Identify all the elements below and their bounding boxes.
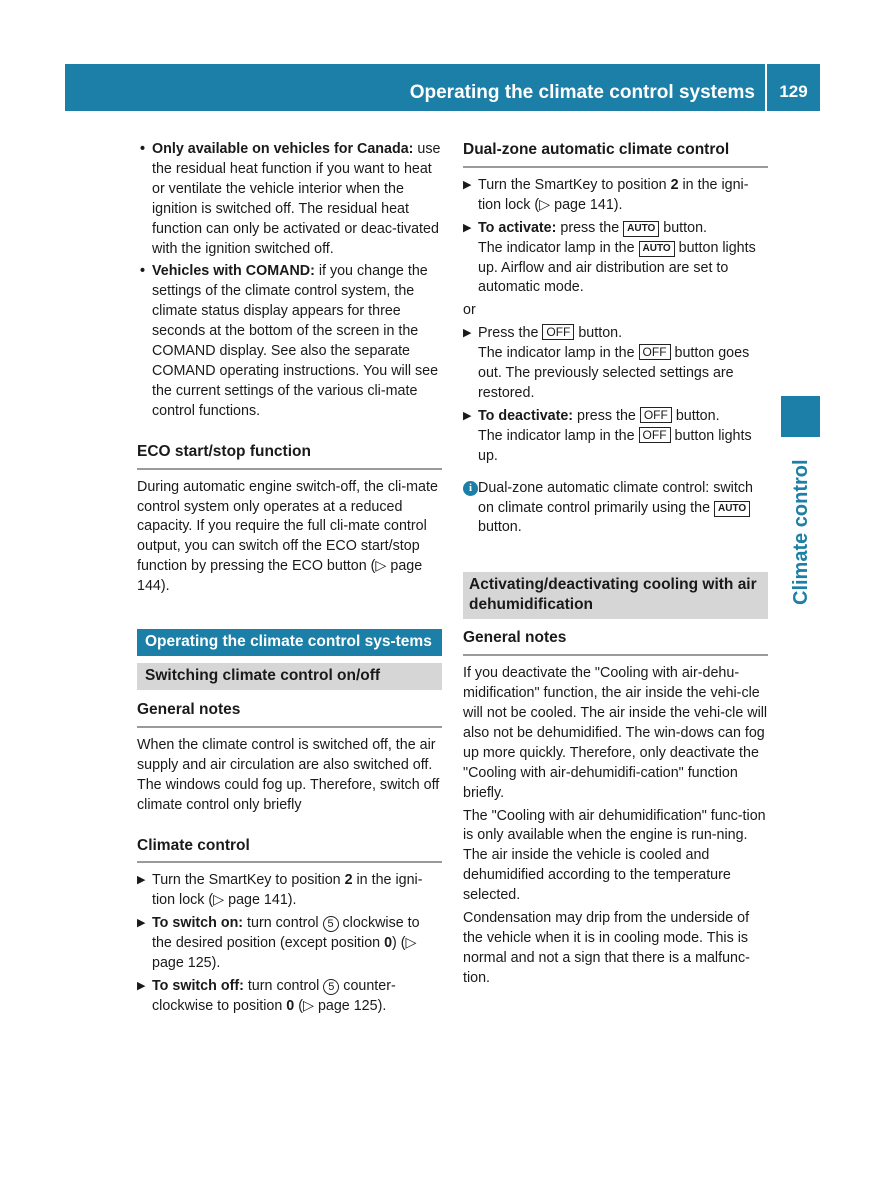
arrow-right-icon: ▶: [463, 409, 472, 422]
cooling-paragraph: If you deactivate the "Cooling with air-dehu-midification" function, the air inside the vehi-cle will not be cooled. The air inside the vehi-cle will also not be dehumidified. The win-dows can fog up more quickly. Therefore, only deactivate the "Cooling with air-dehumidifi-cation" function briefly.: [463, 665, 768, 801]
bullet-bold: Only available on vehicles for Canada:: [152, 141, 414, 157]
step-item: [463, 219, 768, 299]
step-bold: 2: [344, 872, 353, 889]
arrow-right-icon: ▶: [463, 221, 472, 234]
step-text: counter-clockwise to position: [152, 978, 396, 1014]
page-number: 129: [779, 82, 808, 101]
cooling-paragraph: The "Cooling with air dehumidification" func-tion is only available when the engine is run-ning. The air inside the vehicle is cooled and dehumidified according to the temperature selected.: [463, 807, 766, 904]
bullet-text: if you change the settings of the climate control system, the climate status display appears for three seconds at the bottom of the screen in the COMAND display. See also the separate COMAND operating instructions. You will see the current settings of the various cli-mate control functions.: [152, 263, 439, 419]
step-text: press the: [573, 407, 640, 424]
step-text: clockwise to the desired position (except position: [152, 915, 420, 952]
subsection-title: Switching climate control on/off: [137, 663, 442, 690]
arrow-right-icon: ▶: [463, 178, 472, 191]
step-item: [137, 977, 442, 1017]
general-notes-heading: General notes: [137, 700, 442, 728]
step-text: Turn the SmartKey to position: [478, 176, 671, 193]
off-button-icon: OFF: [640, 407, 672, 423]
or-text: or: [463, 302, 476, 319]
eco-text: During automatic engine switch-off, the cli-mate control system only operates at a reduced capacity. If you require the full cli-mate control output, you can switch off the ECO start/stop function by pressing the ECO button (▷ page 144).: [137, 478, 438, 595]
right-column: [463, 140, 768, 992]
bullet-list: [137, 140, 442, 422]
off-button-icon: OFF: [639, 427, 671, 443]
arrow-right-icon: ▶: [463, 327, 472, 340]
step-text: button.: [659, 219, 708, 236]
step-text: The indicator lamp in the: [478, 239, 639, 256]
general-notes-text: When the climate control is switched off, the air supply and air circulation are also switched off. The windows could fog up. Therefore, switch off climate control only briefly: [137, 736, 440, 813]
arrow-right-icon: ▶: [137, 980, 146, 992]
step-text: button goes out. The previously selected settings are restored.: [478, 345, 750, 401]
dual-zone-heading: Dual-zone automatic climate control: [463, 140, 768, 168]
header-title: Operating the climate control systems: [409, 82, 755, 103]
step-bold: To activate:: [478, 219, 557, 236]
auto-button-icon: AUTO: [623, 221, 659, 237]
step-item: [463, 407, 768, 467]
step-text: The indicator lamp in the: [478, 427, 639, 444]
list-item: [137, 262, 442, 421]
step-text: (▷ page 125).: [294, 997, 387, 1014]
step-bold: To deactivate:: [478, 407, 574, 424]
arrow-right-icon: ▶: [137, 917, 146, 930]
step-bold: 2: [670, 176, 679, 193]
general-notes-heading: General notes: [463, 628, 768, 656]
side-tab-label: Climate control: [790, 459, 812, 605]
step-bold: To switch on:: [152, 915, 244, 932]
arrow-right-icon: ▶: [137, 874, 146, 887]
control-5-icon: 5: [323, 916, 339, 932]
side-tab-marker: [781, 396, 820, 437]
step-item: [137, 914, 442, 974]
info-note: [463, 479, 768, 539]
eco-heading: ECO start/stop function: [137, 442, 442, 470]
list-item: [137, 140, 442, 259]
step-text: button.: [671, 407, 720, 424]
step-bold: 0: [384, 935, 393, 952]
bullet-text: use the residual heat function if you want to heat or ventilate the vehicle interior when the ignition is switched off. The residual heat function can only be activated or deac-tivated with the ignition switched off.: [152, 141, 441, 257]
step-bold: To switch off:: [152, 978, 244, 994]
bullet-bold: Vehicles with COMAND:: [152, 263, 315, 280]
step-text: ) (▷ page 125).: [152, 935, 417, 972]
step-item: [463, 324, 768, 404]
info-icon: i: [463, 481, 478, 496]
auto-button-icon: AUTO: [714, 501, 750, 517]
step-text: Press the: [478, 325, 543, 342]
step-text: in the igni-tion lock (▷ page 141).: [152, 872, 423, 909]
step-text: turn control: [243, 978, 324, 994]
off-button-icon: OFF: [542, 324, 574, 340]
off-button-icon: OFF: [639, 344, 671, 360]
section-title: Operating the climate control sys-tems: [137, 629, 442, 656]
step-text: The indicator lamp in the: [478, 345, 639, 362]
step-item: [463, 176, 768, 216]
step-text: button.: [574, 325, 623, 342]
info-text: button.: [478, 519, 522, 536]
climate-control-heading: Climate control: [137, 836, 442, 864]
step-text: Turn the SmartKey to position: [152, 872, 345, 889]
cooling-paragraph: Condensation may drip from the underside of the vehicle when it is in cooling mode. This is normal and not a sign that there is a malfunc-tion.: [463, 910, 750, 986]
left-column: [137, 140, 442, 1020]
step-text: button lights up. Airflow and air distribution are set to automatic mode.: [478, 239, 756, 296]
control-5-icon: 5: [323, 979, 339, 995]
step-text: turn control: [243, 915, 323, 932]
step-text: in the igni-tion lock (▷ page 141).: [478, 176, 749, 213]
info-text: Dual-zone automatic climate control: switch on climate control primarily using the: [478, 479, 753, 516]
page-header: [65, 64, 820, 111]
auto-button-icon: AUTO: [639, 241, 675, 257]
cooling-section-title: Activating/deactivating cooling with air dehumidification: [463, 572, 768, 619]
step-bold: 0: [286, 997, 295, 1014]
step-text: button lights up.: [478, 427, 752, 464]
step-item: [137, 871, 442, 911]
step-text: press the: [556, 219, 624, 236]
